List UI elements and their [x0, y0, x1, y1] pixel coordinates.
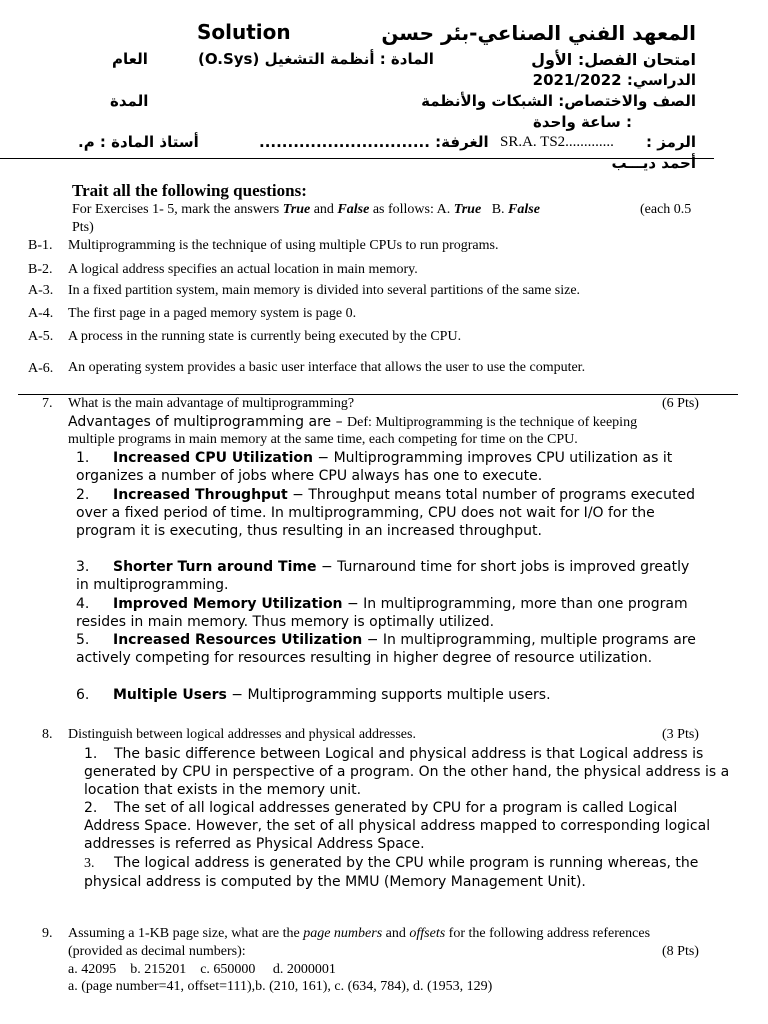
q8-item-number: 2. [84, 800, 98, 816]
tf-text: The first page in a paged memory system is page 0. [68, 306, 357, 321]
tf-label: B-2. [28, 262, 53, 277]
instructions-line [72, 202, 540, 218]
q7-item-term: Shorter Turn around Time [113, 559, 317, 575]
instructions-pts: Pts) [72, 220, 94, 235]
q7-item-term: Increased Throughput [113, 487, 288, 503]
solution-title: Solution [197, 20, 291, 44]
q7-answer-item [76, 595, 706, 631]
instr-pre: For Exercises 1- 5, mark the answers [72, 202, 283, 217]
tf-label: A-5. [28, 329, 54, 344]
teacher-label: أستاذ المادة : م. [78, 133, 199, 151]
q9-and: and [382, 926, 410, 941]
q7-answer-item [76, 631, 706, 667]
duration-label: المدة [110, 92, 149, 110]
q7-item-number: 1. [76, 450, 90, 466]
q8-item-number: 1. [84, 746, 98, 762]
q8-points: (3 Pts) [662, 727, 699, 742]
q7-number: 7. [42, 396, 53, 411]
q7-item-number: 6. [76, 687, 90, 703]
tf-text: A process in the running state is currently being executed by the CPU. [68, 329, 462, 344]
instructions-points: (each 0.5 [640, 202, 692, 217]
section-divider [18, 394, 738, 395]
tf-text: A logical address specifies an actual location in main memory. [68, 262, 418, 277]
q7-item-number: 5. [76, 632, 90, 648]
tf-text: Multiprogramming is the technique of using multiple CPUs to run programs. [68, 238, 499, 253]
duration-value: : ساعة واحدة [533, 113, 632, 131]
header-divider [0, 158, 714, 159]
b-label: B. [491, 202, 509, 217]
tf-label: A-4. [28, 306, 54, 321]
exam-term: امتحان الفصل: الأول [531, 50, 696, 69]
tf-label: B-1. [28, 238, 53, 253]
q7-text: What is the main advantage of multiprogramming? [68, 396, 355, 411]
q7-item-number: 2. [76, 487, 90, 503]
q7-item-number: 3. [76, 559, 90, 575]
q8-text: Distinguish between logical addresses and physical addresses. [68, 727, 416, 742]
q7-item-text: − Multiprogramming supports multiple users. [226, 687, 551, 703]
q7-answer-item [76, 449, 706, 485]
q7-item-term: Multiple Users [113, 687, 227, 703]
q8-answer-item [84, 854, 732, 891]
q7-intro-line [68, 414, 637, 431]
tf-text: In a fixed partition system, main memory is divided into several partitions of the same size. [68, 283, 581, 298]
teacher-name: أحمد ديـــب [611, 154, 696, 172]
q7-item-number: 4. [76, 596, 90, 612]
q9-line1-pre: Assuming a 1-KB page size, what are the [68, 926, 304, 941]
code-value: SR.A. TS2............. [500, 134, 614, 150]
q9-line2: (provided as decimal numbers): [68, 944, 246, 959]
general-label: العام [112, 50, 148, 68]
room-label: الغرفة: .............................. [259, 133, 489, 151]
q9-line1-post: for the following address references [445, 926, 651, 941]
instructions-title: Trait all the following questions: [72, 181, 307, 200]
code-label: الرمز : [646, 133, 696, 151]
institute-name: المعهد الفني الصناعي-بئر حسن [381, 21, 696, 45]
q8-answer-item [84, 745, 732, 799]
q8-item-text: The basic difference between Logical and physical address is that Logical address is generated by CPU in perspective of a program. On the other hand, the physical address is a location that exists in the memory unit. [84, 746, 730, 798]
q8-item-number: 3. [84, 856, 95, 871]
true-word: True [282, 202, 311, 217]
b-false: False [508, 202, 540, 217]
academic-year: الدراسي: 2021/2022 [532, 71, 696, 89]
q7-def-line2: multiple programs in main memory at the same time, each competing for time on the CPU. [68, 432, 578, 447]
instr-and: and [310, 202, 338, 217]
q7-item-term: Increased CPU Utilization [113, 450, 313, 466]
q9-line1 [68, 926, 650, 942]
q9-points: (8 Pts) [662, 944, 699, 959]
q7-item-term: Improved Memory Utilization [113, 596, 343, 612]
q7-item-text: − In multiprogramming, more than one program resides in main memory. Thus memory is optimally utilized. [76, 596, 688, 630]
q8-item-text: The set of all logical addresses generated by CPU for a program is called Logical Address Space. However, the set of all physical address mapped to corresponding logical addresses is referred as Physical Address Space. [84, 800, 711, 852]
q7-item-text: − Turnaround time for short jobs is improved greatly in multiprogramming. [76, 559, 690, 593]
tf-label: A-6. [28, 361, 54, 376]
q8-answer-item [84, 799, 732, 853]
tf-label: A-3. [28, 283, 54, 298]
q9-offsets: offsets [409, 926, 446, 941]
false-word: False [337, 202, 370, 217]
a-true: True [453, 202, 482, 217]
q9-choices: a. 42095 b. 215201 c. 650000 d. 2000001 [68, 962, 336, 977]
q7-def-line1: Def: Multiprogramming is the technique of keeping [347, 415, 638, 430]
class-specialty: الصف والاختصاص: الشبكات والأنظمة [421, 92, 696, 110]
q7-points: (6 Pts) [662, 396, 699, 411]
q7-item-text: − Multiprogramming improves CPU utilization as it organizes a number of jobs where CPU always has one to execute. [76, 450, 673, 484]
tf-text: An operating system provides a basic user interface that allows the user to use the computer. [68, 360, 586, 375]
q9-number: 9. [42, 926, 53, 941]
q8-number: 8. [42, 727, 53, 742]
q9-page-numbers: page numbers [303, 926, 383, 941]
q7-answer-item [76, 486, 706, 540]
q7-answer-item [76, 558, 706, 594]
q8-item-text: The logical address is generated by the CPU while program is running whereas, the physical address is computed by the MMU (Memory Management Unit). [84, 855, 699, 890]
subject: المادة : أنظمة التشغيل (O.Sys) [198, 50, 434, 68]
instr-as-follows: as follows: A. [369, 202, 454, 217]
q7-intro: Advantages of multiprogramming are – [68, 414, 348, 430]
q7-item-term: Increased Resources Utilization [113, 632, 363, 648]
q9-answer: a. (page number=41, offset=111),b. (210, 161), c. (634, 784), d. (1953, 129) [68, 979, 493, 994]
q7-item-text: − In multiprogramming, multiple programs are actively competing for resources resulting in higher degree of resource utilization. [76, 632, 696, 666]
q7-item-text: − Throughput means total number of programs executed over a fixed period of time. In multiprogramming, CPU does not wait for I/O for the program it is executing, thus resulting in an increased throughput. [76, 487, 695, 539]
q7-answer-item [76, 686, 706, 704]
